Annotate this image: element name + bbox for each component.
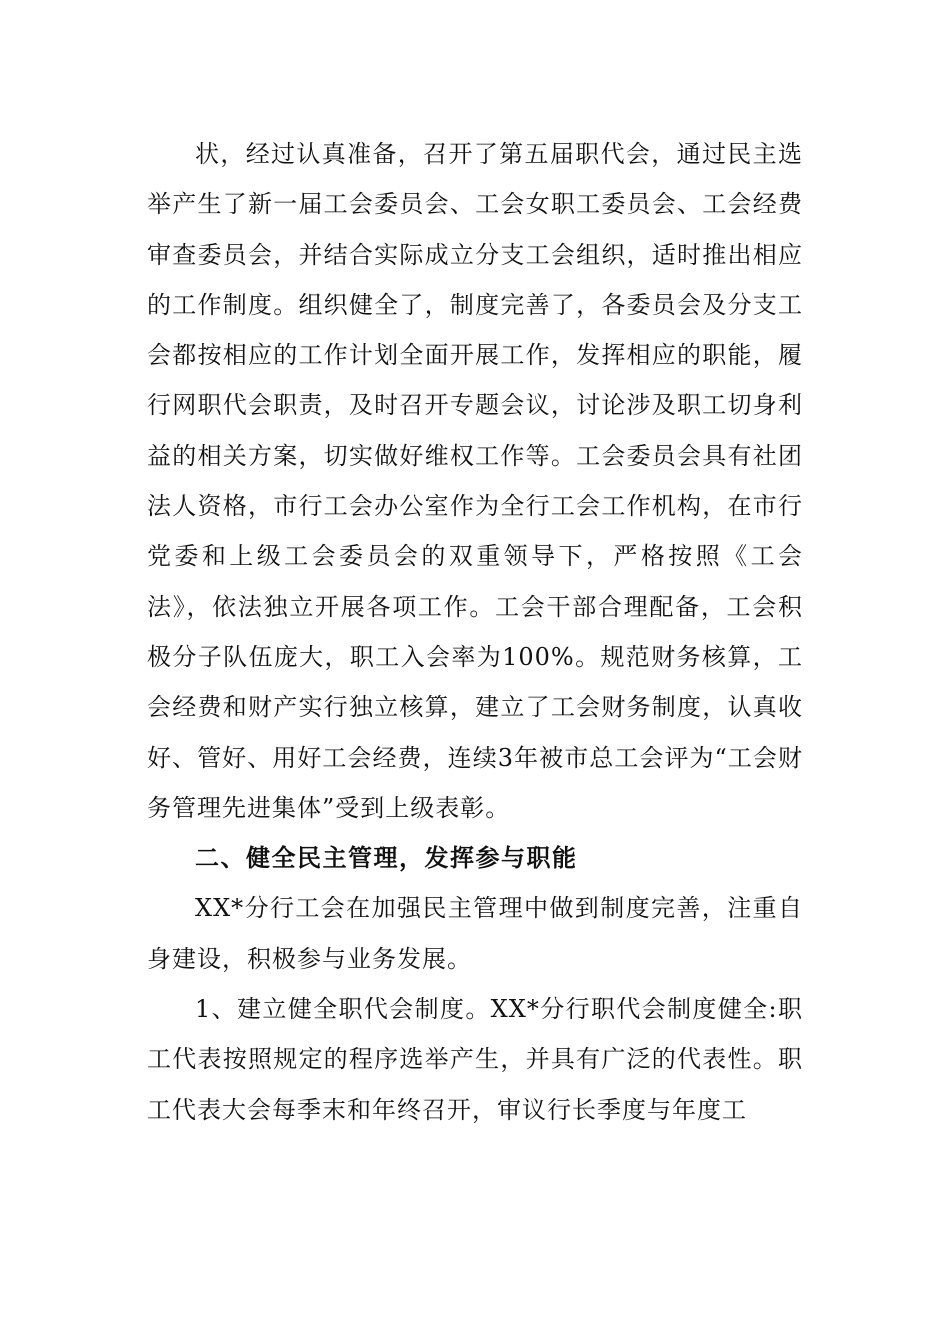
body-paragraph-1: 状，经过认真准备，召开了第五届职代会，通过民主选举产生了新一届工会委员会、工会女职工委员会、工会经费审查委员会，并结合实际成立分支工会组织，适时推出相应的工作制度。组织健全了，制度完善了，各委员会及分支工会都按相应的工作计划全面开展工作，发挥相应的职能，履行网职代会职责，及时召开专题会议，讨论涉及职工切身利益的相关方案，切实做好维权工作等。工会委员会具有社团法人资格，市行工会办公室作为全行工会工作机构，在市行党委和上级工会委员会的双重领导下，严格按照《工会法》，依法独立开展各项工作。工会干部合理配备，工会积极分子队伍庞大，职工入会率为100%。规范财务核算，工会经费和财产实行独立核算，建立了工会财务制度，认真收好、管好、用好工会经费，连续3年被市总工会评为“工会财务管理先进集体”受到上级表彰。	[147, 140, 803, 822]
body-paragraph-3: 1、建立健全职代会制度。XX*分行职代会制度健全:职工代表按照规定的程序选举产生，并具有广泛的代表性。职工代表大会每季末和年终召开，审议行长季度与年度工	[147, 995, 803, 1124]
section-heading-2: 二、健全民主管理，发挥参与职能	[195, 844, 578, 873]
document-body	[147, 129, 803, 1135]
body-paragraph-2: XX*分行工会在加强民主管理中做到制度完善，注重自身建设，积极参与业务发展。	[147, 894, 803, 973]
